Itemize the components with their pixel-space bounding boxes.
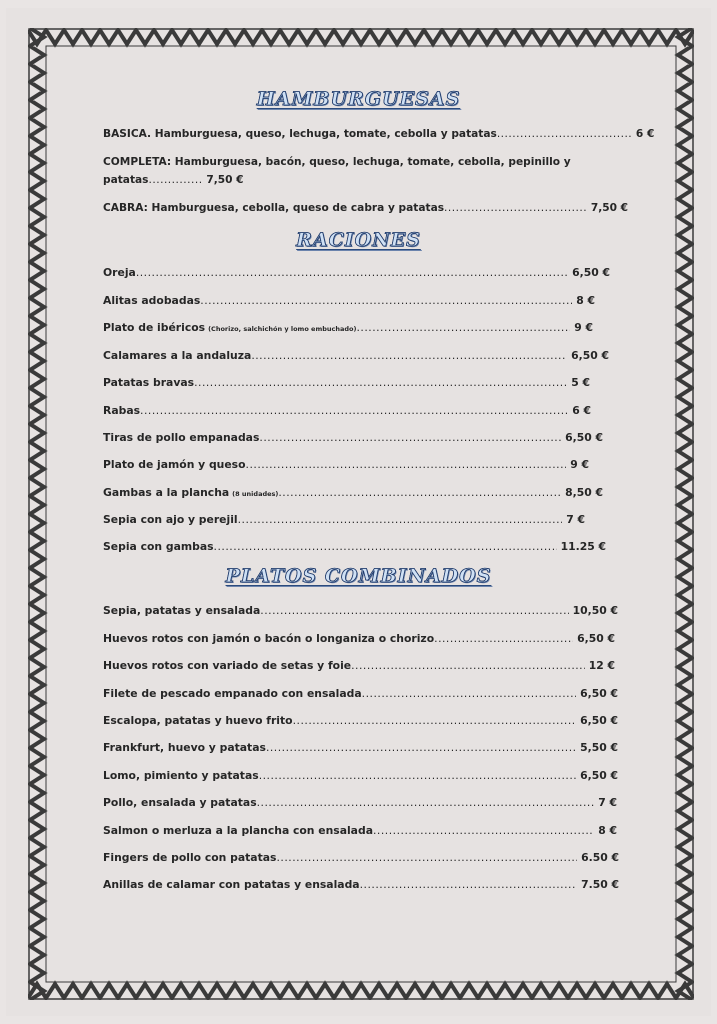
menu-item-price: 6,50 €: [580, 769, 618, 782]
menu-item: [103, 404, 591, 418]
menu-item-cabra: CABRA: Hamburguesa, cebolla, queso de cabra y patatas..................................... 7,50 €: [103, 202, 629, 214]
section-title-raciones: RACIONES: [296, 229, 421, 251]
menu-item-name: Oreja: [103, 266, 136, 279]
menu-item-price: 11.25 €: [560, 540, 606, 553]
menu-item: [103, 349, 609, 363]
menu-item-name: Sepia, patatas y ensalada: [103, 604, 261, 617]
menu-item: [103, 796, 617, 810]
menu-item-note: (8 unidades): [232, 490, 279, 498]
menu-item-text: patatas: [103, 174, 149, 186]
menu-item: [103, 604, 618, 618]
menu-item-price: 6,50 €: [572, 266, 610, 279]
menu-item: [103, 294, 595, 308]
menu-item: [103, 878, 619, 892]
menu-item-name: Patatas bravas: [103, 376, 195, 389]
menu-item: [103, 540, 606, 554]
menu-item-name: Gambas a la plancha: [103, 486, 230, 499]
menu-item: [103, 266, 610, 280]
menu-item-price: 6 €: [635, 128, 655, 140]
menu-item-price: 6,50 €: [571, 349, 609, 362]
menu-item: [103, 687, 618, 701]
menu-item-price: 7,50 €: [590, 202, 629, 214]
menu-item-text: BASICA. Hamburguesa, queso, lechuga, tomate, cebolla y patatas: [103, 128, 497, 140]
menu-item-name: Alitas adobadas: [103, 294, 201, 307]
menu-item-price: 5 €: [571, 376, 590, 389]
menu-item-name: Rabas: [103, 404, 141, 417]
menu-item-price: 7 €: [598, 796, 617, 809]
menu-item-name: Huevos rotos con variado de setas y foie: [103, 659, 352, 672]
menu-item: [103, 824, 617, 838]
menu-item-name: Anillas de calamar con patatas y ensalada: [103, 878, 360, 891]
menu-item-price: 6.50 €: [581, 851, 619, 864]
menu-item-name: Calamares a la andaluza: [103, 349, 252, 362]
menu-item-name: Lomo, pimiento y patatas: [103, 769, 259, 782]
menu-item-price: 7 €: [566, 513, 585, 526]
menu-item-name: Plato de ibéricos: [103, 321, 206, 334]
menu-item-price: 7,50 €: [206, 174, 244, 186]
menu-item: [103, 431, 603, 445]
menu-item-name: Pollo, ensalada y patatas: [103, 796, 257, 809]
menu-item-price: 6 €: [572, 404, 591, 417]
menu-item-price: 6,50 €: [565, 431, 603, 444]
menu-item-name: Fingers de pollo con patatas: [103, 851, 277, 864]
menu-item-name: Escalopa, patatas y huevo frito: [103, 714, 293, 727]
menu-item-name: Filete de pescado empanado con ensalada: [103, 687, 362, 700]
menu-item: [103, 513, 585, 527]
menu-item-price: 6,50 €: [580, 714, 618, 727]
menu-item-price: 7.50 €: [581, 878, 619, 891]
menu-item: [103, 486, 603, 500]
menu-item-price: 8,50 €: [565, 486, 603, 499]
menu-item-name: Salmon o merluza a la plancha con ensalada: [103, 824, 373, 837]
menu-item: [103, 659, 615, 673]
menu-item-name: Sepia con gambas: [103, 540, 214, 553]
menu-item-note: (Chorizo, salchichón y lomo embuchado): [208, 325, 357, 333]
menu-item: [103, 321, 593, 335]
menu-item-name: Huevos rotos con jamón o bacón o longaniza o chorizo: [103, 632, 435, 645]
menu-item-price: 5,50 €: [580, 741, 618, 754]
menu-item-price: 12 €: [588, 659, 615, 672]
menu-item: [103, 851, 619, 865]
menu-item-name: Sepia con ajo y perejil: [103, 513, 238, 526]
menu-item-price: 9 €: [570, 458, 589, 471]
menu-item-price: 8 €: [576, 294, 595, 307]
menu-item: [103, 769, 618, 783]
menu-item-text: CABRA: Hamburguesa, cebolla, queso de cabra y patatas: [103, 202, 445, 214]
section-title-platos-combinados: PLATOS COMBINADOS: [225, 565, 492, 587]
menu-item: [103, 458, 589, 472]
menu-item-completa-line1: COMPLETA: Hamburguesa, bacón, queso, lechuga, tomate, cebolla, pepinillo y: [103, 156, 571, 168]
menu-item-price: 10,50 €: [572, 604, 618, 617]
menu-item-name: Tiras de pollo empanadas: [103, 431, 260, 444]
menu-item-completa-line2: patatas.............. 7,50 €: [103, 174, 244, 186]
menu-item: [103, 376, 590, 390]
menu-item: [103, 714, 618, 728]
menu-item: [103, 741, 618, 755]
menu-item-price: 6,50 €: [580, 687, 618, 700]
menu-item-price: 9 €: [574, 321, 593, 334]
menu-item-price: 8 €: [598, 824, 617, 837]
menu-item-price: 6,50 €: [577, 632, 615, 645]
menu-item-name: Plato de jamón y queso: [103, 458, 246, 471]
menu-item: [103, 632, 615, 646]
menu-item-basica: BASICA. Hamburguesa, queso, lechuga, tomate, cebolla y patatas................................... 6 €: [103, 128, 655, 140]
menu-item-name: Frankfurt, huevo y patatas: [103, 741, 266, 754]
section-title-hamburguesas: HAMBURGUESAS: [256, 88, 461, 110]
